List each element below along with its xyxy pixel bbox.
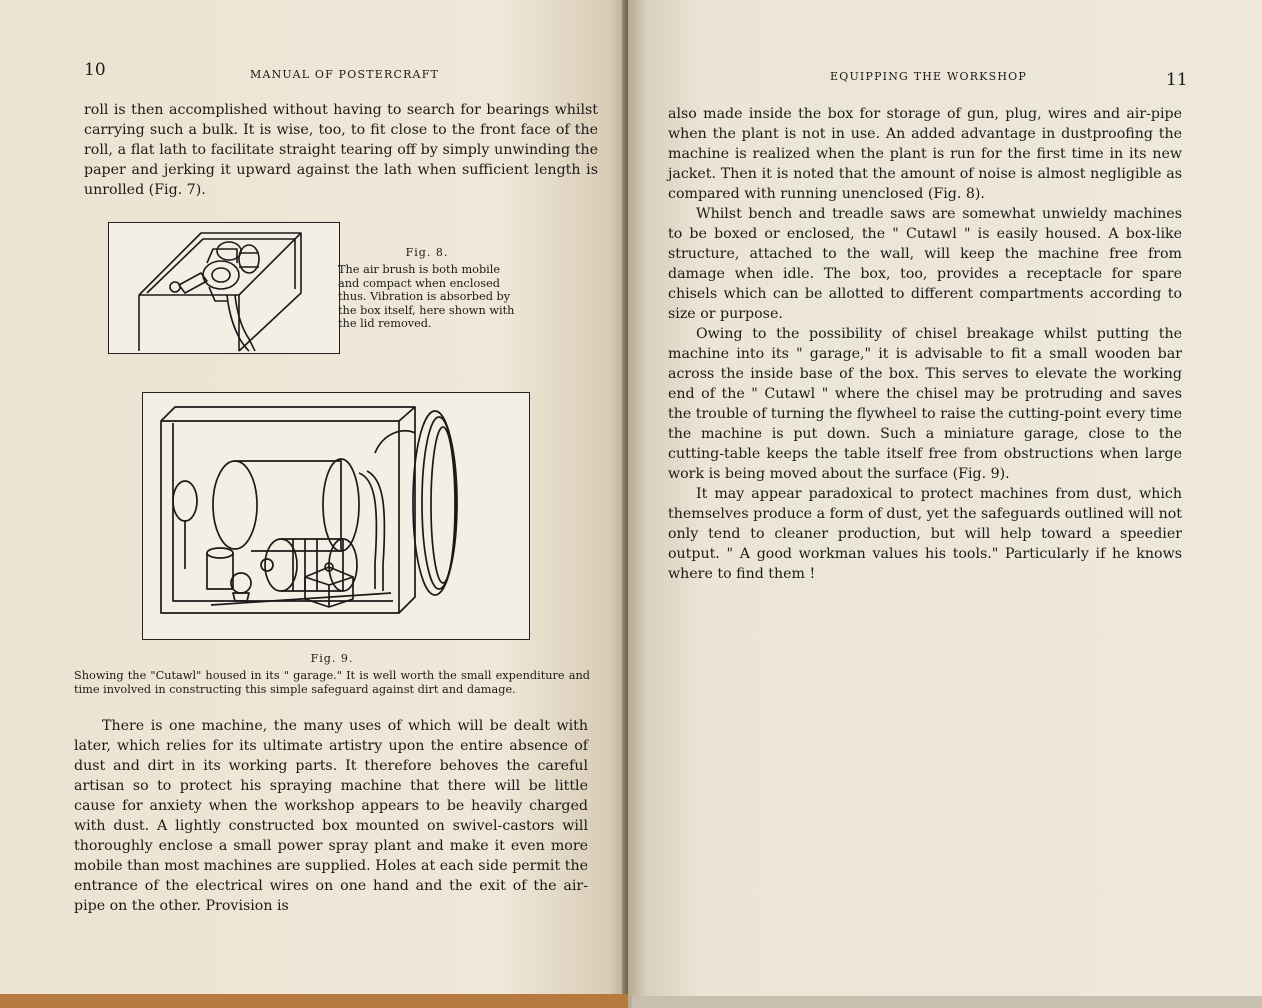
left-page-number: 10 xyxy=(84,60,106,80)
left-paragraph-1-text: roll is then accomplished without having to search for bearings whilst carrying such a bulk. It is wise, too, to fit close to the front face of the roll, a flat lath to facilitate straight tearing off by simply unwinding the paper and jerking it upward against the lath when sufficient length is unrolled (Fig. 7). xyxy=(84,102,598,198)
right-paragraph-2: Whilst bench and treadle saws are somewhat unwieldy machines to be boxed or enclosed, the " Cutawl " is easily housed. A box-like structure, attached to the wall, will keep the machine free from damage when idle. The box, too, provides a receptacle for spare chisels which can be allotted to different compartments according to size or purpose. xyxy=(668,206,1182,322)
figure-8-caption-text: The air brush is both mobile and compact when enclosed thus. Vibration is absorbed by the box itself, here shown with the lid removed. xyxy=(338,263,515,331)
figure-8-title: Fig. 8. xyxy=(405,246,449,259)
right-text-column xyxy=(668,104,1182,584)
right-page xyxy=(628,0,1262,1008)
left-paragraph-1 xyxy=(84,100,598,200)
cutawl-garage-illustration xyxy=(143,393,528,638)
left-running-head: MANUAL OF POSTERCRAFT xyxy=(250,68,440,81)
figure-8-frame xyxy=(108,222,340,354)
figure-9-title: Fig. 9. xyxy=(310,652,354,665)
right-page-bottom-edge xyxy=(632,996,1262,1008)
right-paragraph-4: It may appear paradoxical to protect machines from dust, which themselves produce a form of dust, yet the safeguards outlined will not only tend to cleaner production, but will help toward a speedier output. " A good workman values his tools." Particularly if he knows where to find them ! xyxy=(668,486,1182,582)
right-paragraph-1: also made inside the box for storage of gun, plug, wires and air-pipe when the plant is not in use. An added advantage in dustproofing the machine is realized when the plant is run for the first time in its new jacket. Then it is noted that the amount of noise is almost negligible as compared with running unenclosed (Fig. 8). xyxy=(668,106,1182,202)
figure-9-frame xyxy=(142,392,530,640)
right-running-head: EQUIPPING THE WORKSHOP xyxy=(830,70,1027,83)
left-paragraph-2-text: There is one machine, the many uses of which will be dealt with later, which relies for its ultimate artistry upon the entire absence of dust and dirt in its working parts. It therefore behoves the careful artisan so to protect his spraying machine that there will be little cause for anxiety when the workshop appears to be heavily charged with dust. A lightly constructed box mounted on swivel-castors will thoroughly enclose a small power spray plant and make it even more mobile than most machines are supplied. Holes at each side permit the entrance of the electrical wires on one hand and the exit of the air-pipe on the other. Provision is xyxy=(74,718,588,914)
figure-9-caption-text: Showing the "Cutawl" housed in its " garage." It is well worth the small expenditure and time involved in constructing this simple safeguard against dirt and damage. xyxy=(74,669,590,696)
figure-8-caption xyxy=(338,246,516,331)
left-paragraph-2 xyxy=(74,716,588,916)
figure-9-caption xyxy=(74,652,590,696)
left-page xyxy=(0,0,628,1008)
airbrush-box-illustration xyxy=(109,223,338,352)
left-page-bottom-edge xyxy=(0,994,628,1008)
right-paragraph-3: Owing to the possibility of chisel breakage whilst putting the machine into its " garage," it is advisable to fit a small wooden bar across the inside base of the box. This serves to elevate the working end of the " Cutawl " where the chisel may be protruding and saves the trouble of turning the flywheel to raise the cutting-point every time the machine is put down. Such a miniature garage, close to the cutting-table keeps the table itself free from obstructions when large work is being moved about the surface (Fig. 9). xyxy=(668,326,1182,482)
right-page-number: 11 xyxy=(1166,70,1188,90)
